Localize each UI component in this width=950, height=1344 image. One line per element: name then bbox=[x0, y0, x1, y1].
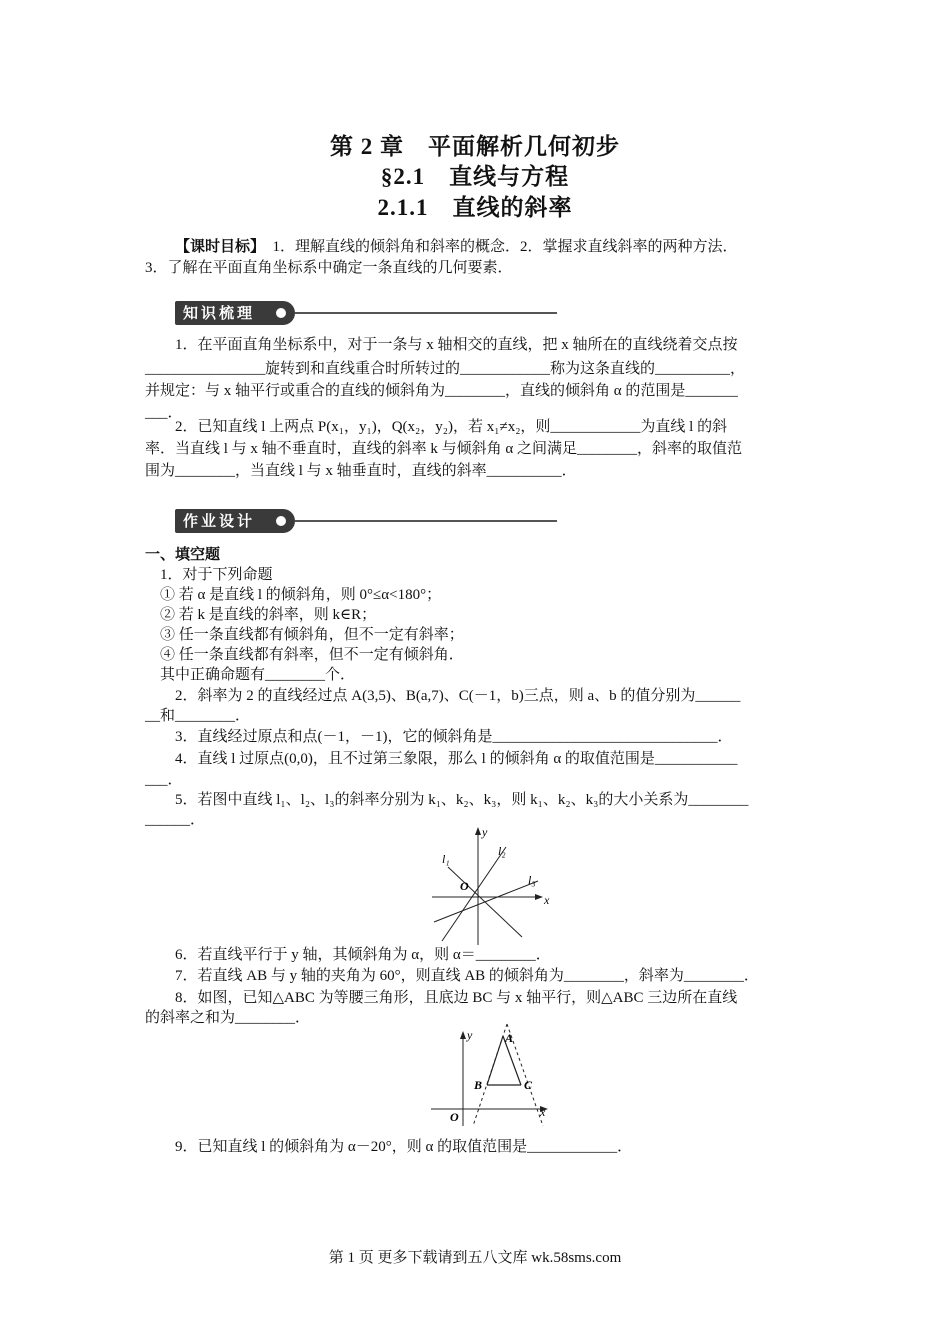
question-1-line: ② 若 k 是直线的斜率，则 k∈R； bbox=[160, 607, 377, 623]
fig1-label-l3: l₃ bbox=[528, 873, 536, 887]
question-4-line: 4．直线 l 过原点(0,0)，且不过第三象限，那么 l 的倾斜角 α 的取值范围是___________ bbox=[175, 751, 738, 767]
fig1-label-y: y bbox=[482, 825, 488, 839]
figure-2-triangle bbox=[425, 1022, 565, 1130]
objectives-label: 【课时目标】 bbox=[175, 239, 258, 255]
fig2-label-b: B bbox=[474, 1078, 483, 1092]
knowledge-line: ___． bbox=[145, 405, 183, 421]
knowledge-banner-label: 知识梳理 bbox=[175, 301, 295, 325]
question-2-line: __和________． bbox=[145, 708, 251, 724]
question-3: 3．直线经过原点和点(－1，－1)，它的倾斜角是______________________________． bbox=[175, 729, 733, 745]
question-5-line: ______． bbox=[145, 812, 206, 828]
question-1-line: ④ 任一条直线都有斜率，但不一定有倾斜角． bbox=[160, 647, 464, 663]
fig2-label-y: y bbox=[467, 1028, 473, 1042]
fig1-label-o: O bbox=[460, 879, 469, 893]
subsection-title: 2.1.1 直线的斜率 bbox=[377, 195, 573, 220]
fig2-label-a: A bbox=[505, 1031, 514, 1045]
fig2-label-x: x bbox=[540, 1105, 546, 1119]
figure-1-three-lines bbox=[420, 825, 560, 950]
fig1-label-l1: l₁ bbox=[442, 852, 450, 866]
question-8-line: 的斜率之和为________． bbox=[145, 1010, 311, 1026]
fig1-line-l3 bbox=[434, 881, 538, 922]
fig1-label-l2: l₂ bbox=[498, 844, 506, 858]
question-1-line: 1．对于下列命题 bbox=[160, 567, 273, 583]
question-1-line: ③ 任一条直线都有倾斜角，但不一定有斜率； bbox=[160, 627, 464, 643]
question-6: 6．若直线平行于 y 轴，其倾斜角为 α，则 α＝________． bbox=[175, 947, 551, 963]
knowledge-line: 并规定：与 x 轴平行或重合的直线的倾斜角为________，直线的倾斜角 α 的范围是_______ bbox=[145, 383, 738, 399]
knowledge-line: 2．已知直线 l 上两点 P(x₁，y₁)，Q(x₂，y₂)，若 x₁≠x₂，则____________为直线 l 的斜 bbox=[175, 419, 728, 435]
page-footer: 第 1 页 更多下载请到五八文库 wk.58sms.com bbox=[328, 1250, 622, 1266]
question-8-line: 8．如图，已知△ABC 为等腰三角形，且底边 BC 与 x 轴平行，则△ABC 三边所在直线 bbox=[175, 990, 738, 1006]
section-title: §2.1 直线与方程 bbox=[380, 164, 570, 189]
fig2-label-c: C bbox=[524, 1078, 533, 1092]
fig1-label-x: x bbox=[544, 893, 550, 907]
question-4-line: ___． bbox=[145, 772, 183, 788]
banner-dot-icon bbox=[276, 516, 286, 526]
question-2-line: 2．斜率为 2 的直线经过点 A(3,5)、B(a,7)、C(－1，b)三点，则 a、b 的值分别为______ bbox=[175, 688, 741, 704]
banner-dot-icon bbox=[276, 308, 286, 318]
knowledge-line: ________________旋转到和直线重合时所转过的____________称为这条直线的__________， bbox=[145, 361, 746, 377]
chapter-title: 第 2 章 平面解析几何初步 bbox=[330, 134, 620, 159]
knowledge-line: 1．在平面直角坐标系中，对于一条与 x 轴相交的直线，把 x 轴所在的直线绕着交点按 bbox=[175, 337, 738, 353]
question-1-line: ① 若 α 是直线 l 的倾斜角，则 0°≤α<180°； bbox=[160, 587, 442, 603]
fig1-y-arrow-icon bbox=[475, 827, 481, 835]
knowledge-line: 围为________，当直线 l 与 x 轴垂直时，直线的斜率__________． bbox=[145, 463, 577, 479]
question-7: 7．若直线 AB 与 y 轴的夹角为 60°，则直线 AB 的倾斜角为________，斜率为________． bbox=[175, 968, 759, 984]
fig2-label-o: O bbox=[450, 1110, 459, 1124]
banner-rule bbox=[295, 520, 557, 522]
fig2-y-arrow-icon bbox=[460, 1031, 466, 1039]
question-9: 9．已知直线 l 的倾斜角为 α－20°，则 α 的取值范围是____________． bbox=[175, 1139, 633, 1155]
objectives-line-2: 3．了解在平面直角坐标系中确定一条直线的几何要素． bbox=[145, 260, 513, 276]
homework-banner-label: 作业设计 bbox=[175, 509, 295, 533]
fig1-x-arrow-icon bbox=[535, 894, 543, 900]
objectives-line-1: 【课时目标】 1．理解直线的倾斜角和斜率的概念．2．掌握求直线斜率的两种方法． bbox=[175, 239, 738, 255]
fig2-side-ab bbox=[487, 1036, 503, 1085]
banner-rule bbox=[295, 312, 557, 314]
question-5-line: 5．若图中直线 l₁、l₂、l₃的斜率分别为 k₁、k₂、k₃，则 k₁、k₂、k₃的大小关系为________ bbox=[175, 792, 749, 808]
knowledge-line: 率．当直线 l 与 x 轴不垂直时，直线的斜率 k 与倾斜角 α 之间满足________，斜率的取值范 bbox=[145, 441, 743, 457]
question-1-line: 其中正确命题有________个． bbox=[160, 667, 356, 683]
section-heading: 一、填空题 bbox=[145, 547, 221, 563]
fig1-line-l2 bbox=[442, 847, 506, 941]
